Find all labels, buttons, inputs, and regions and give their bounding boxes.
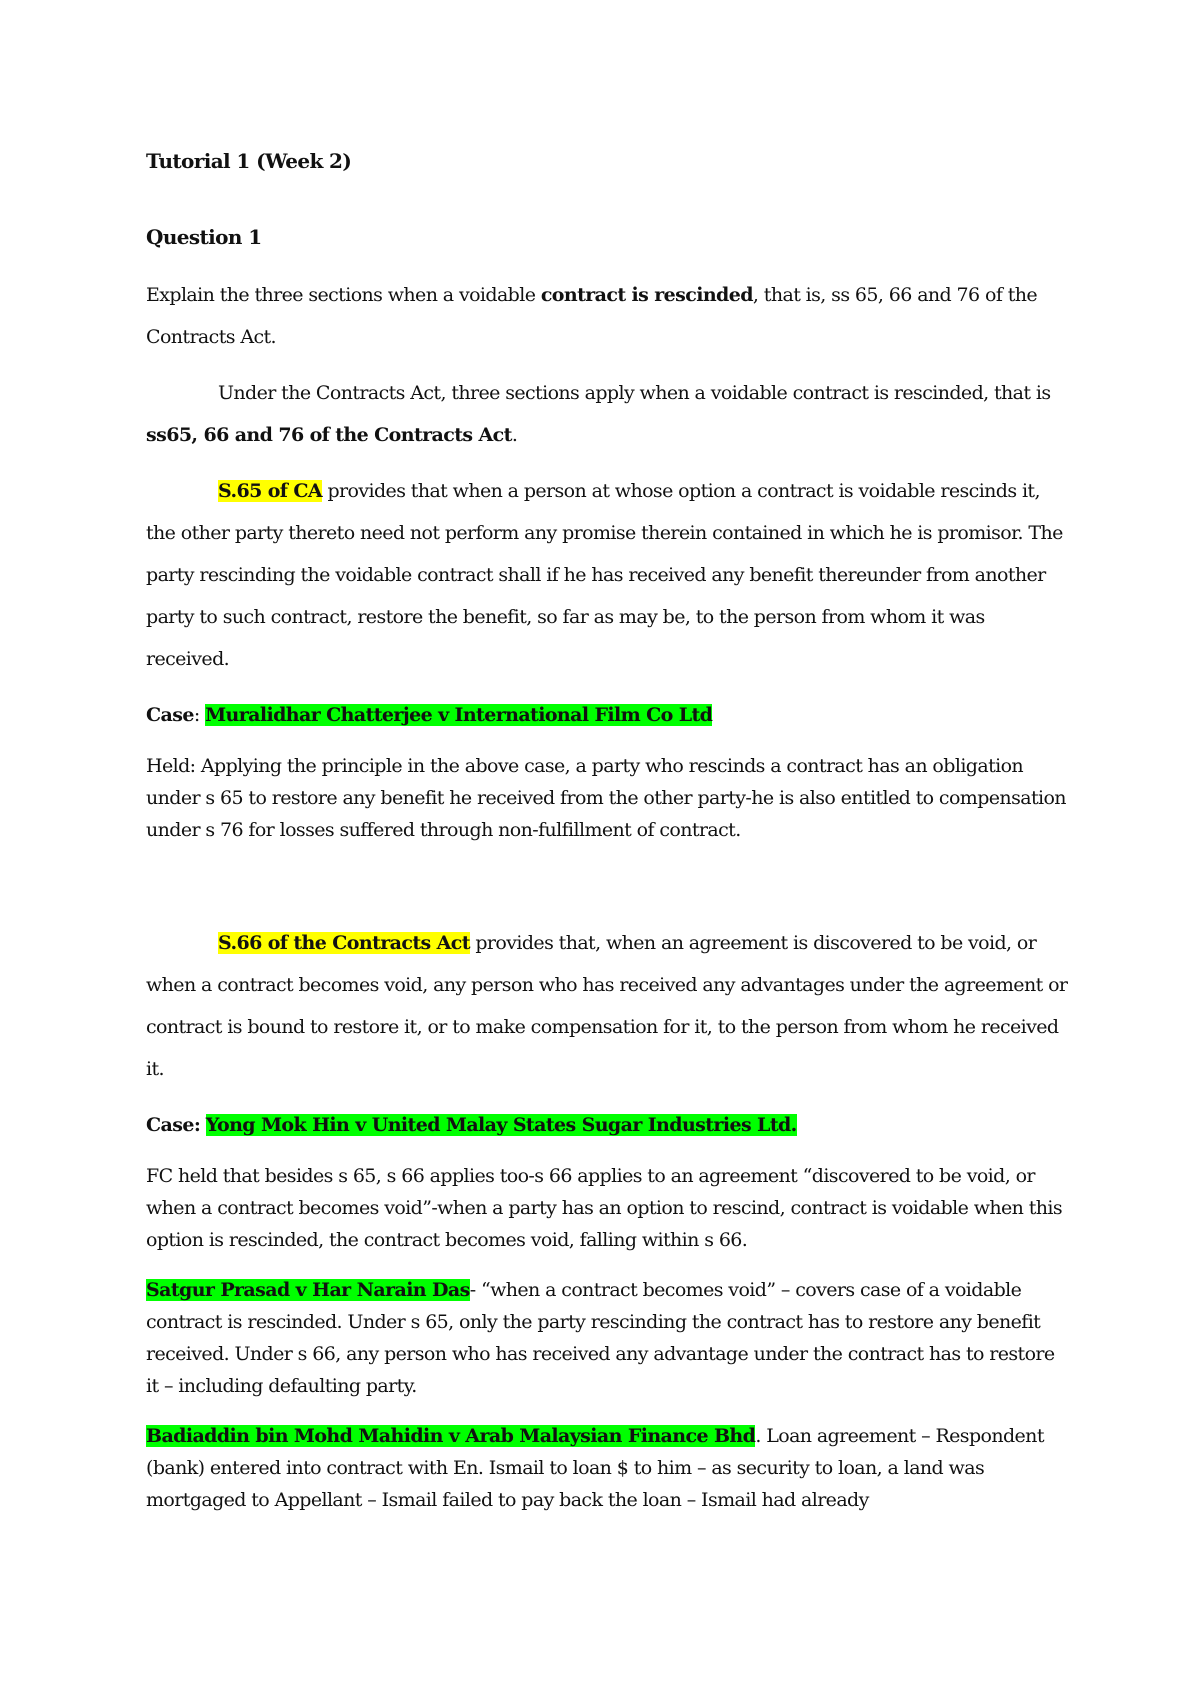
s66-text: provides that, when an agreement is discovered to be void, or when a contract becomes void, any person who has received any advantages under the agreement or contract is bound to restore it, or to make compensation for it, to the person from whom he received it. <box>146 932 1068 1080</box>
case3-paragraph <box>146 1274 1072 1402</box>
held1-paragraph: Held: Applying the principle in the above case, a party who rescinds a contract has an obligation under s 65 to restore any benefit he received from the other party-he is also entitled to compensation under s 76 for losses suffered through non-fulfillment of contract. <box>146 755 1066 841</box>
held2-paragraph: FC held that besides s 65, s 66 applies too-s 66 applies to an agreement “discovered to be void, or when a contract becomes void”-when a party has an option to rescind, contract is voidable when this option is rescinded, the contract becomes void, falling within s 66. <box>146 1165 1063 1251</box>
intro-text-end: . <box>511 424 518 446</box>
intro-paragraph <box>146 372 1072 456</box>
case4-name-highlight: Badiaddin bin Mohd Mahidin v Arab Malaysian Finance Bhd <box>146 1425 756 1447</box>
case1-label: Case <box>146 704 194 726</box>
intro-text-start: Under the Contracts Act, three sections apply when a voidable contract is rescinded, that is <box>218 382 1051 404</box>
question-bold-phrase: contract is rescinded <box>540 284 753 306</box>
s65-paragraph <box>146 470 1072 680</box>
case3-name-highlight: Satgur Prasad v Har Narain Das <box>146 1279 470 1301</box>
case2-name-highlight: Yong Mok Hin v United Malay States Sugar Industries Ltd. <box>205 1114 797 1136</box>
case2-label: Case: <box>146 1114 201 1136</box>
case1-separator: : <box>193 704 206 726</box>
case2-separator <box>200 1114 205 1136</box>
s66-paragraph <box>146 922 1072 1090</box>
case4-text: . Loan agreement – Respondent (bank) entered into contract with En. Ismail to loan $ to him – as security to loan, a land was mortgaged to Appellant – Ismail failed to pay back the loan – Ismail had already <box>146 1425 1044 1511</box>
question-heading: Question 1 <box>146 225 262 249</box>
s65-highlight: S.65 of CA <box>218 480 323 502</box>
intro-bold-sections: ss65, 66 and 76 of the Contracts Act <box>146 424 512 446</box>
s65-text: provides that when a person at whose option a contract is voidable rescinds it, the other party thereto need not perform any promise therein contained in which he is promisor. The party rescinding the voidable contract shall if he has received any benefit thereunder from another party to such contract, restore the benefit, so far as may be, to the person from whom it was received. <box>146 480 1063 670</box>
case1-name-highlight: Muralidhar Chatterjee v International Film Co Ltd <box>205 704 713 726</box>
question-text <box>146 274 1072 358</box>
question-text-end: , that is, ss 65, 66 and 76 of the Contracts Act. <box>146 284 1038 348</box>
question-text-start: Explain the three sections when a voidable <box>146 284 541 306</box>
case4-paragraph <box>146 1420 1072 1516</box>
case2-line <box>146 1104 1072 1146</box>
s66-highlight: S.66 of the Contracts Act <box>218 932 470 954</box>
case1-line <box>146 694 1072 736</box>
document-title: Tutorial 1 (Week 2) <box>146 149 352 173</box>
case3-text: - “when a contract becomes void” – covers case of a voidable contract is rescinded. Under s 65, only the party rescinding the contract has to restore any benefit received. Under s 66, any person who has received any advantage under the contract has to restore it – including defaulting party. <box>146 1279 1055 1397</box>
